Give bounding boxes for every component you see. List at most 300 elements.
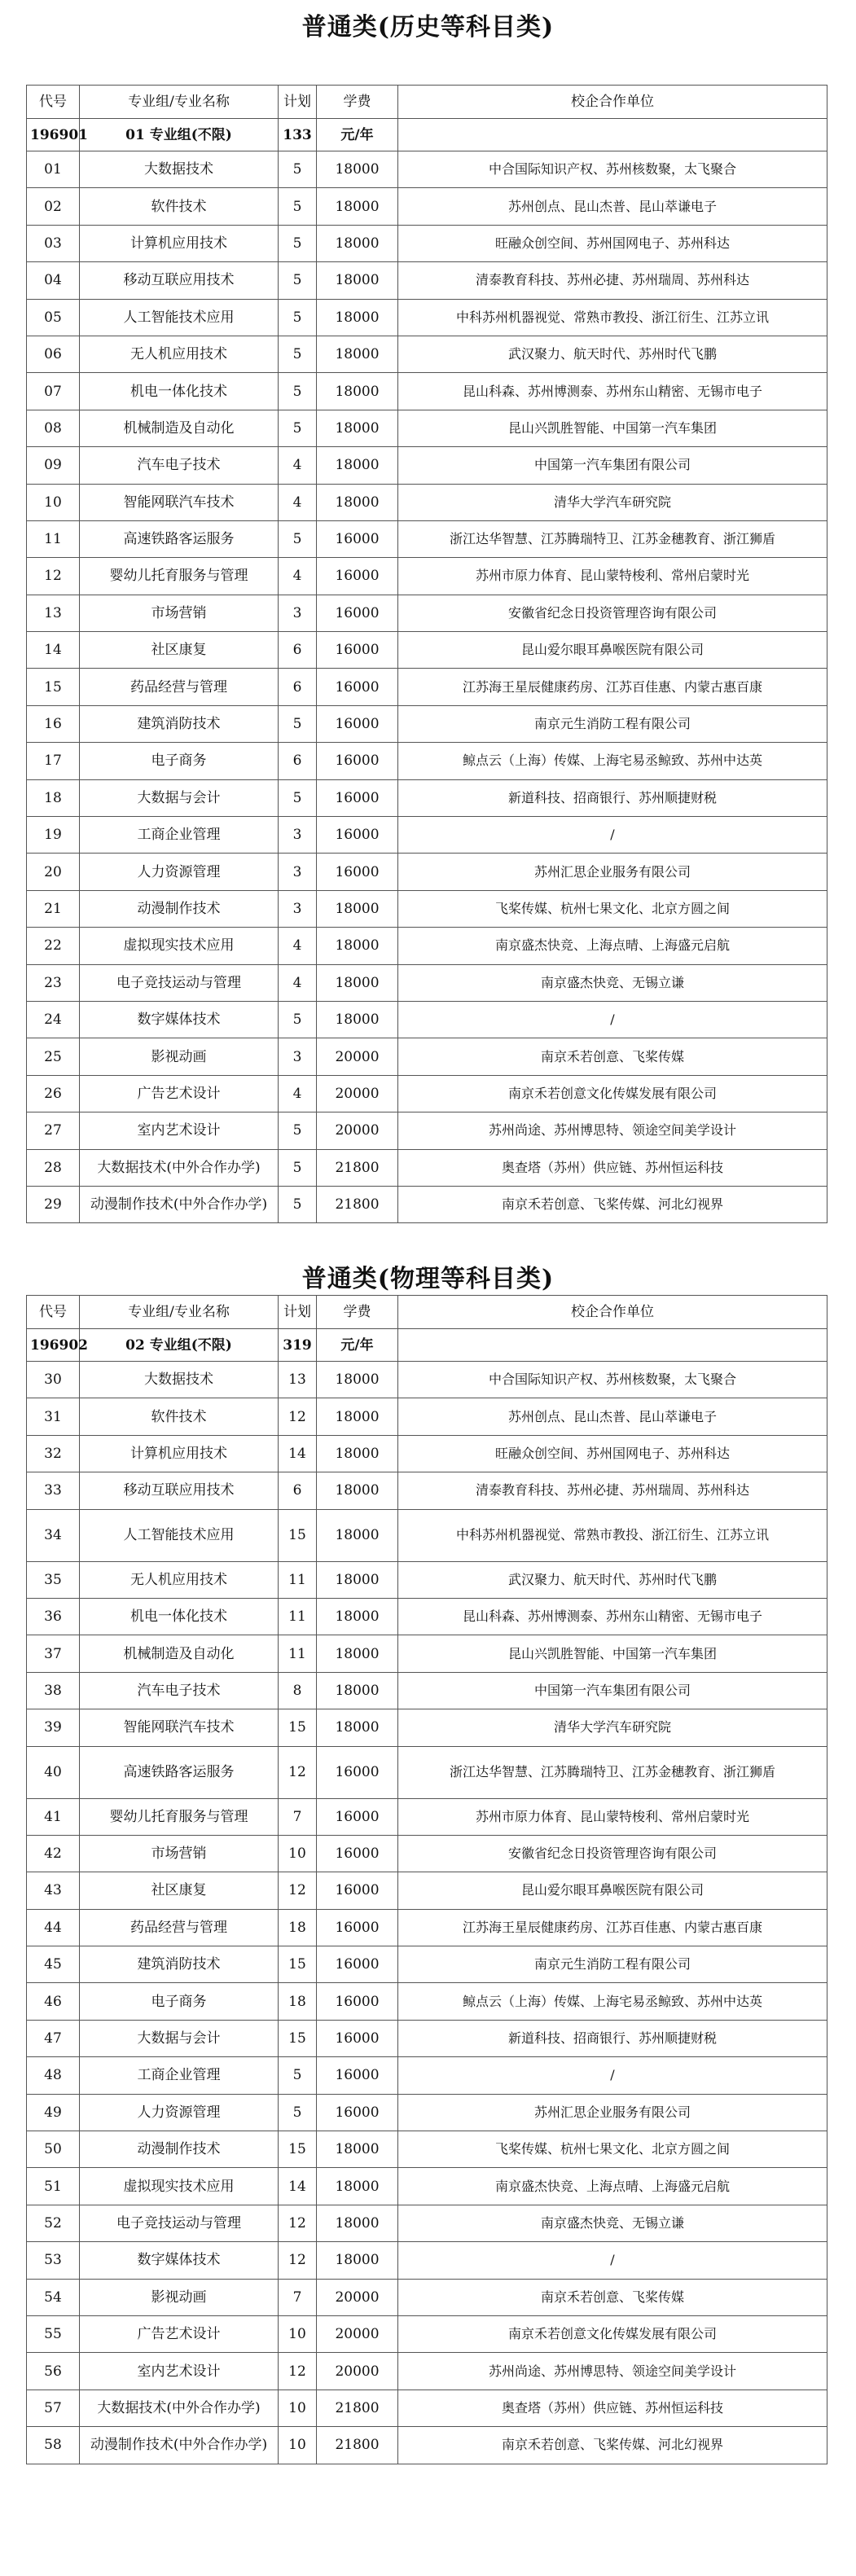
row-fee: 16000	[317, 743, 398, 779]
group-row	[27, 119, 827, 151]
row-fee: 20000	[317, 1112, 398, 1149]
row-plan: 5	[279, 262, 317, 299]
row-partner: 浙江达华智慧、江苏腾瑞特卫、江苏金穗教育、浙江狮盾	[398, 520, 827, 557]
row-plan: 6	[279, 743, 317, 779]
table-row	[27, 1398, 827, 1435]
row-fee: 18000	[317, 1398, 398, 1435]
row-plan: 4	[279, 447, 317, 484]
row-fee: 16000	[317, 1909, 398, 1946]
row-plan: 6	[279, 1472, 317, 1509]
row-fee: 18000	[317, 2205, 398, 2241]
row-fee: 21800	[317, 2427, 398, 2464]
row-fee: 18000	[317, 1561, 398, 1598]
row-plan: 11	[279, 1635, 317, 1672]
row-name: 数字媒体技术	[80, 2242, 279, 2279]
row-partner: 南京禾若创意文化传媒发展有限公司	[398, 1075, 827, 1112]
plan-table-physics	[26, 1295, 827, 2464]
table-row	[27, 1186, 827, 1222]
row-plan: 5	[279, 779, 317, 816]
row-name: 动漫制作技术(中外合作办学)	[80, 1186, 279, 1222]
row-plan: 5	[279, 1112, 317, 1149]
row-name: 影视动画	[80, 1038, 279, 1075]
row-partner: 鲸点云（上海）传媒、上海宅易丞鲸致、苏州中达英	[398, 743, 827, 779]
row-partner: 昆山科森、苏州博测泰、苏州东山精密、无锡市电子	[398, 1598, 827, 1635]
row-name: 汽车电子技术	[80, 447, 279, 484]
row-partner: 苏州创点、昆山杰普、昆山萃谦电子	[398, 1398, 827, 1435]
group-code: 196901	[27, 119, 80, 151]
table-row	[27, 1946, 827, 1983]
row-name: 建筑消防技术	[80, 705, 279, 742]
row-name: 机电一体化技术	[80, 373, 279, 410]
row-fee: 20000	[317, 2279, 398, 2315]
row-partner: /	[398, 2242, 827, 2279]
row-name: 影视动画	[80, 2279, 279, 2315]
row-name: 建筑消防技术	[80, 1946, 279, 1983]
row-name: 广告艺术设计	[80, 2315, 279, 2352]
row-code: 06	[27, 336, 80, 372]
row-code: 25	[27, 1038, 80, 1075]
row-code: 45	[27, 1946, 80, 1983]
row-code: 10	[27, 484, 80, 520]
row-code: 51	[27, 2168, 80, 2205]
row-code: 55	[27, 2315, 80, 2352]
row-name: 室内艺术设计	[80, 1112, 279, 1149]
row-partner: 苏州创点、昆山杰普、昆山萃谦电子	[398, 188, 827, 225]
row-name: 药品经营与管理	[80, 1909, 279, 1946]
table-row	[27, 1112, 827, 1149]
row-fee: 18000	[317, 1598, 398, 1635]
table-row	[27, 1835, 827, 1872]
table-row	[27, 779, 827, 816]
row-name: 室内艺术设计	[80, 2353, 279, 2389]
row-fee: 18000	[317, 299, 398, 336]
row-partner: 中合国际知识产权、苏州核数聚，太飞聚合	[398, 151, 827, 188]
row-plan: 5	[279, 2057, 317, 2094]
row-plan: 10	[279, 2427, 317, 2464]
row-plan: 8	[279, 1672, 317, 1709]
row-fee: 16000	[317, 779, 398, 816]
row-code: 48	[27, 2057, 80, 2094]
row-code: 30	[27, 1362, 80, 1398]
row-fee: 18000	[317, 1362, 398, 1398]
row-name: 高速铁路客运服务	[80, 520, 279, 557]
row-fee: 16000	[317, 2057, 398, 2094]
row-partner: 中合国际知识产权、苏州核数聚，太飞聚合	[398, 1362, 827, 1398]
row-name: 机械制造及自动化	[80, 1635, 279, 1672]
row-name: 市场营销	[80, 1835, 279, 1872]
row-code: 07	[27, 373, 80, 410]
row-plan: 7	[279, 2279, 317, 2315]
row-plan: 5	[279, 225, 317, 261]
row-partner: 苏州尚途、苏州博思特、领途空间美学设计	[398, 1112, 827, 1149]
row-partner: 鲸点云（上海）传媒、上海宅易丞鲸致、苏州中达英	[398, 1983, 827, 2020]
row-partner: 南京盛杰快竞、无锡立谦	[398, 964, 827, 1001]
row-plan: 4	[279, 558, 317, 595]
row-name: 电子商务	[80, 1983, 279, 2020]
row-fee: 18000	[317, 2242, 398, 2279]
row-name: 药品经营与管理	[80, 669, 279, 705]
row-name: 市场营销	[80, 595, 279, 631]
row-plan: 14	[279, 1435, 317, 1472]
row-partner: 南京禾若创意、飞桨传媒	[398, 2279, 827, 2315]
row-partner: /	[398, 2057, 827, 2094]
row-partner: 昆山兴凯胜智能、中国第一汽车集团	[398, 1635, 827, 1672]
row-code: 32	[27, 1435, 80, 1472]
row-name: 动漫制作技术	[80, 890, 279, 927]
row-plan: 4	[279, 1075, 317, 1112]
table-row	[27, 2131, 827, 2168]
group-row	[27, 1329, 827, 1362]
row-partner: 清泰教育科技、苏州必捷、苏州瑞周、苏州科达	[398, 262, 827, 299]
row-fee: 18000	[317, 1472, 398, 1509]
row-plan: 6	[279, 632, 317, 669]
row-name: 计算机应用技术	[80, 1435, 279, 1472]
table-row	[27, 2020, 827, 2056]
header-name: 专业组/专业名称	[80, 1296, 279, 1329]
table-row	[27, 1509, 827, 1561]
row-fee: 16000	[317, 520, 398, 557]
table-row	[27, 2205, 827, 2241]
row-code: 24	[27, 1001, 80, 1038]
header-name: 专业组/专业名称	[80, 86, 279, 119]
row-code: 47	[27, 2020, 80, 2056]
row-name: 人力资源管理	[80, 2094, 279, 2131]
row-partner: 旺融众创空间、苏州国网电子、苏州科达	[398, 225, 827, 261]
row-fee: 18000	[317, 2168, 398, 2205]
row-name: 无人机应用技术	[80, 336, 279, 372]
header-fee: 学费	[317, 1296, 398, 1329]
table-row	[27, 2315, 827, 2352]
row-plan: 11	[279, 1598, 317, 1635]
row-fee: 18000	[317, 447, 398, 484]
table-row	[27, 520, 827, 557]
row-partner: 中国第一汽车集团有限公司	[398, 1672, 827, 1709]
table-row	[27, 558, 827, 595]
row-partner: 清泰教育科技、苏州必捷、苏州瑞周、苏州科达	[398, 1472, 827, 1509]
table-row	[27, 1983, 827, 2020]
row-code: 21	[27, 890, 80, 927]
row-plan: 3	[279, 1038, 317, 1075]
header-partner: 校企合作单位	[398, 1296, 827, 1329]
row-plan: 14	[279, 2168, 317, 2205]
row-plan: 15	[279, 2020, 317, 2056]
row-code: 41	[27, 1798, 80, 1835]
row-partner: 安徽省纪念日投资管理咨询有限公司	[398, 1835, 827, 1872]
row-fee: 16000	[317, 558, 398, 595]
table-row	[27, 2057, 827, 2094]
row-name: 广告艺术设计	[80, 1075, 279, 1112]
table-row	[27, 1672, 827, 1709]
row-fee: 21800	[317, 1186, 398, 1222]
row-code: 18	[27, 779, 80, 816]
row-name: 婴幼儿托育服务与管理	[80, 558, 279, 595]
row-fee: 18000	[317, 262, 398, 299]
row-code: 35	[27, 1561, 80, 1598]
table-row	[27, 1598, 827, 1635]
table-row	[27, 484, 827, 520]
row-name: 虚拟现实技术应用	[80, 928, 279, 964]
table-row	[27, 595, 827, 631]
row-code: 43	[27, 1872, 80, 1909]
row-partner: 浙江达华智慧、江苏腾瑞特卫、江苏金穗教育、浙江狮盾	[398, 1746, 827, 1798]
header-partner: 校企合作单位	[398, 86, 827, 119]
row-plan: 6	[279, 669, 317, 705]
row-partner: 南京元生消防工程有限公司	[398, 1946, 827, 1983]
row-name: 社区康复	[80, 1872, 279, 1909]
row-plan: 12	[279, 2353, 317, 2389]
table-row	[27, 2168, 827, 2205]
row-partner: 飞桨传媒、杭州七果文化、北京方圆之间	[398, 890, 827, 927]
row-fee: 18000	[317, 1672, 398, 1709]
row-fee: 18000	[317, 1001, 398, 1038]
row-fee: 18000	[317, 2131, 398, 2168]
row-name: 大数据技术(中外合作办学)	[80, 1149, 279, 1186]
row-fee: 16000	[317, 1872, 398, 1909]
row-partner: 苏州市原力体育、昆山蒙特梭利、常州启蒙时光	[398, 558, 827, 595]
row-code: 49	[27, 2094, 80, 2131]
row-name: 婴幼儿托育服务与管理	[80, 1798, 279, 1835]
row-plan: 18	[279, 1983, 317, 2020]
group-fee: 元/年	[317, 119, 398, 151]
row-partner: 安徽省纪念日投资管理咨询有限公司	[398, 595, 827, 631]
row-partner: 南京禾若创意、飞桨传媒	[398, 1038, 827, 1075]
row-fee: 18000	[317, 484, 398, 520]
row-name: 智能网联汽车技术	[80, 484, 279, 520]
row-code: 08	[27, 410, 80, 446]
header-plan: 计划	[279, 86, 317, 119]
table-row	[27, 336, 827, 372]
row-code: 56	[27, 2353, 80, 2389]
row-name: 大数据与会计	[80, 779, 279, 816]
table-header-row	[27, 1296, 827, 1329]
section-title-history: 普通类(历史等科目类)	[301, 13, 555, 42]
row-partner: 南京禾若创意文化传媒发展有限公司	[398, 2315, 827, 2352]
row-plan: 11	[279, 1561, 317, 1598]
row-fee: 16000	[317, 669, 398, 705]
row-code: 28	[27, 1149, 80, 1186]
row-name: 工商企业管理	[80, 817, 279, 854]
row-code: 44	[27, 1909, 80, 1946]
table-row	[27, 705, 827, 742]
row-plan: 15	[279, 1709, 317, 1746]
row-fee: 16000	[317, 854, 398, 890]
row-partner: 南京盛杰快竞、无锡立谦	[398, 2205, 827, 2241]
row-code: 01	[27, 151, 80, 188]
row-code: 31	[27, 1398, 80, 1435]
row-fee: 20000	[317, 1075, 398, 1112]
row-plan: 12	[279, 1746, 317, 1798]
row-code: 04	[27, 262, 80, 299]
row-partner: 苏州尚途、苏州博思特、领途空间美学设计	[398, 2353, 827, 2389]
row-name: 人工智能技术应用	[80, 1509, 279, 1561]
row-code: 26	[27, 1075, 80, 1112]
row-partner: 江苏海王星辰健康药房、江苏百佳惠、内蒙古惠百康	[398, 669, 827, 705]
row-plan: 12	[279, 1872, 317, 1909]
row-plan: 15	[279, 1946, 317, 1983]
row-partner: 旺融众创空间、苏州国网电子、苏州科达	[398, 1435, 827, 1472]
header-fee: 学费	[317, 86, 398, 119]
row-fee: 21800	[317, 1149, 398, 1186]
row-code: 03	[27, 225, 80, 261]
row-name: 人工智能技术应用	[80, 299, 279, 336]
row-code: 50	[27, 2131, 80, 2168]
group-partner	[398, 119, 827, 151]
row-code: 29	[27, 1186, 80, 1222]
row-plan: 18	[279, 1909, 317, 1946]
row-fee: 16000	[317, 2094, 398, 2131]
row-fee: 18000	[317, 336, 398, 372]
row-partner: 苏州汇思企业服务有限公司	[398, 2094, 827, 2131]
row-code: 42	[27, 1835, 80, 1872]
row-partner: 昆山科森、苏州博测泰、苏州东山精密、无锡市电子	[398, 373, 827, 410]
row-fee: 18000	[317, 151, 398, 188]
row-fee: 16000	[317, 817, 398, 854]
table-row	[27, 964, 827, 1001]
row-plan: 5	[279, 520, 317, 557]
plan-table-history	[26, 85, 827, 1223]
table-row	[27, 854, 827, 890]
row-name: 社区康复	[80, 632, 279, 669]
row-code: 27	[27, 1112, 80, 1149]
row-code: 09	[27, 447, 80, 484]
row-code: 36	[27, 1598, 80, 1635]
row-code: 22	[27, 928, 80, 964]
row-fee: 16000	[317, 2020, 398, 2056]
row-plan: 15	[279, 1509, 317, 1561]
row-name: 高速铁路客运服务	[80, 1746, 279, 1798]
row-partner: 奥查塔（苏州）供应链、苏州恒运科技	[398, 2389, 827, 2426]
row-name: 软件技术	[80, 1398, 279, 1435]
row-plan: 7	[279, 1798, 317, 1835]
row-fee: 18000	[317, 928, 398, 964]
row-name: 移动互联应用技术	[80, 262, 279, 299]
row-partner: 昆山爱尔眼耳鼻喉医院有限公司	[398, 632, 827, 669]
table-row	[27, 632, 827, 669]
table-row	[27, 2279, 827, 2315]
row-code: 12	[27, 558, 80, 595]
table-row	[27, 928, 827, 964]
table-row	[27, 225, 827, 261]
table-row	[27, 299, 827, 336]
row-partner: 飞桨传媒、杭州七果文化、北京方圆之间	[398, 2131, 827, 2168]
table-row	[27, 1709, 827, 1746]
row-code: 34	[27, 1509, 80, 1561]
row-code: 17	[27, 743, 80, 779]
group-plan: 133	[279, 119, 317, 151]
row-plan: 10	[279, 2315, 317, 2352]
row-partner: /	[398, 1001, 827, 1038]
table-row	[27, 2427, 827, 2464]
header-plan: 计划	[279, 1296, 317, 1329]
row-code: 11	[27, 520, 80, 557]
row-fee: 18000	[317, 373, 398, 410]
section-title-physics: 普通类(物理等科目类)	[301, 1265, 555, 1293]
row-name: 动漫制作技术	[80, 2131, 279, 2168]
row-partner: 南京元生消防工程有限公司	[398, 705, 827, 742]
table-row	[27, 2353, 827, 2389]
table-row	[27, 447, 827, 484]
row-fee: 16000	[317, 705, 398, 742]
table-header-row	[27, 86, 827, 119]
row-name: 大数据技术(中外合作办学)	[80, 2389, 279, 2426]
row-plan: 12	[279, 2205, 317, 2241]
row-code: 57	[27, 2389, 80, 2426]
row-name: 数字媒体技术	[80, 1001, 279, 1038]
row-code: 52	[27, 2205, 80, 2241]
row-plan: 5	[279, 188, 317, 225]
table-row	[27, 817, 827, 854]
row-plan: 5	[279, 410, 317, 446]
row-name: 大数据技术	[80, 1362, 279, 1398]
row-fee: 16000	[317, 1983, 398, 2020]
row-plan: 4	[279, 484, 317, 520]
table-row	[27, 743, 827, 779]
table-row	[27, 669, 827, 705]
row-fee: 18000	[317, 1509, 398, 1561]
row-name: 电子竞技运动与管理	[80, 964, 279, 1001]
row-partner: 中科苏州机器视觉、常熟市教投、浙江衍生、江苏立讯	[398, 1509, 827, 1561]
row-partner: 苏州市原力体育、昆山蒙特梭利、常州启蒙时光	[398, 1798, 827, 1835]
row-name: 软件技术	[80, 188, 279, 225]
table-row	[27, 1635, 827, 1672]
row-code: 40	[27, 1746, 80, 1798]
row-partner: 苏州汇思企业服务有限公司	[398, 854, 827, 890]
table-row	[27, 2242, 827, 2279]
row-fee: 16000	[317, 1798, 398, 1835]
row-name: 虚拟现实技术应用	[80, 2168, 279, 2205]
row-plan: 4	[279, 928, 317, 964]
row-name: 移动互联应用技术	[80, 1472, 279, 1509]
row-plan: 10	[279, 2389, 317, 2426]
table-row	[27, 1075, 827, 1112]
header-code: 代号	[27, 1296, 80, 1329]
table-row	[27, 1038, 827, 1075]
row-code: 05	[27, 299, 80, 336]
row-fee: 18000	[317, 964, 398, 1001]
row-partner: /	[398, 817, 827, 854]
row-fee: 16000	[317, 632, 398, 669]
row-name: 电子商务	[80, 743, 279, 779]
row-plan: 15	[279, 2131, 317, 2168]
row-fee: 16000	[317, 595, 398, 631]
row-plan: 5	[279, 1001, 317, 1038]
table-row	[27, 262, 827, 299]
row-code: 20	[27, 854, 80, 890]
row-partner: 南京禾若创意、飞桨传媒、河北幻视界	[398, 2427, 827, 2464]
table-row	[27, 2389, 827, 2426]
row-code: 19	[27, 817, 80, 854]
row-name: 计算机应用技术	[80, 225, 279, 261]
row-name: 工商企业管理	[80, 2057, 279, 2094]
row-plan: 3	[279, 595, 317, 631]
row-fee: 18000	[317, 1635, 398, 1672]
row-partner: 新道科技、招商银行、苏州顺捷财税	[398, 779, 827, 816]
row-code: 02	[27, 188, 80, 225]
row-code: 46	[27, 1983, 80, 2020]
row-name: 大数据与会计	[80, 2020, 279, 2056]
table-row	[27, 1561, 827, 1598]
row-fee: 16000	[317, 1835, 398, 1872]
row-code: 54	[27, 2279, 80, 2315]
row-plan: 3	[279, 854, 317, 890]
row-plan: 5	[279, 705, 317, 742]
row-plan: 10	[279, 1835, 317, 1872]
row-partner: 中科苏州机器视觉、常熟市教投、浙江衍生、江苏立讯	[398, 299, 827, 336]
row-code: 38	[27, 1672, 80, 1709]
row-fee: 18000	[317, 1709, 398, 1746]
row-code: 15	[27, 669, 80, 705]
table-row	[27, 1149, 827, 1186]
